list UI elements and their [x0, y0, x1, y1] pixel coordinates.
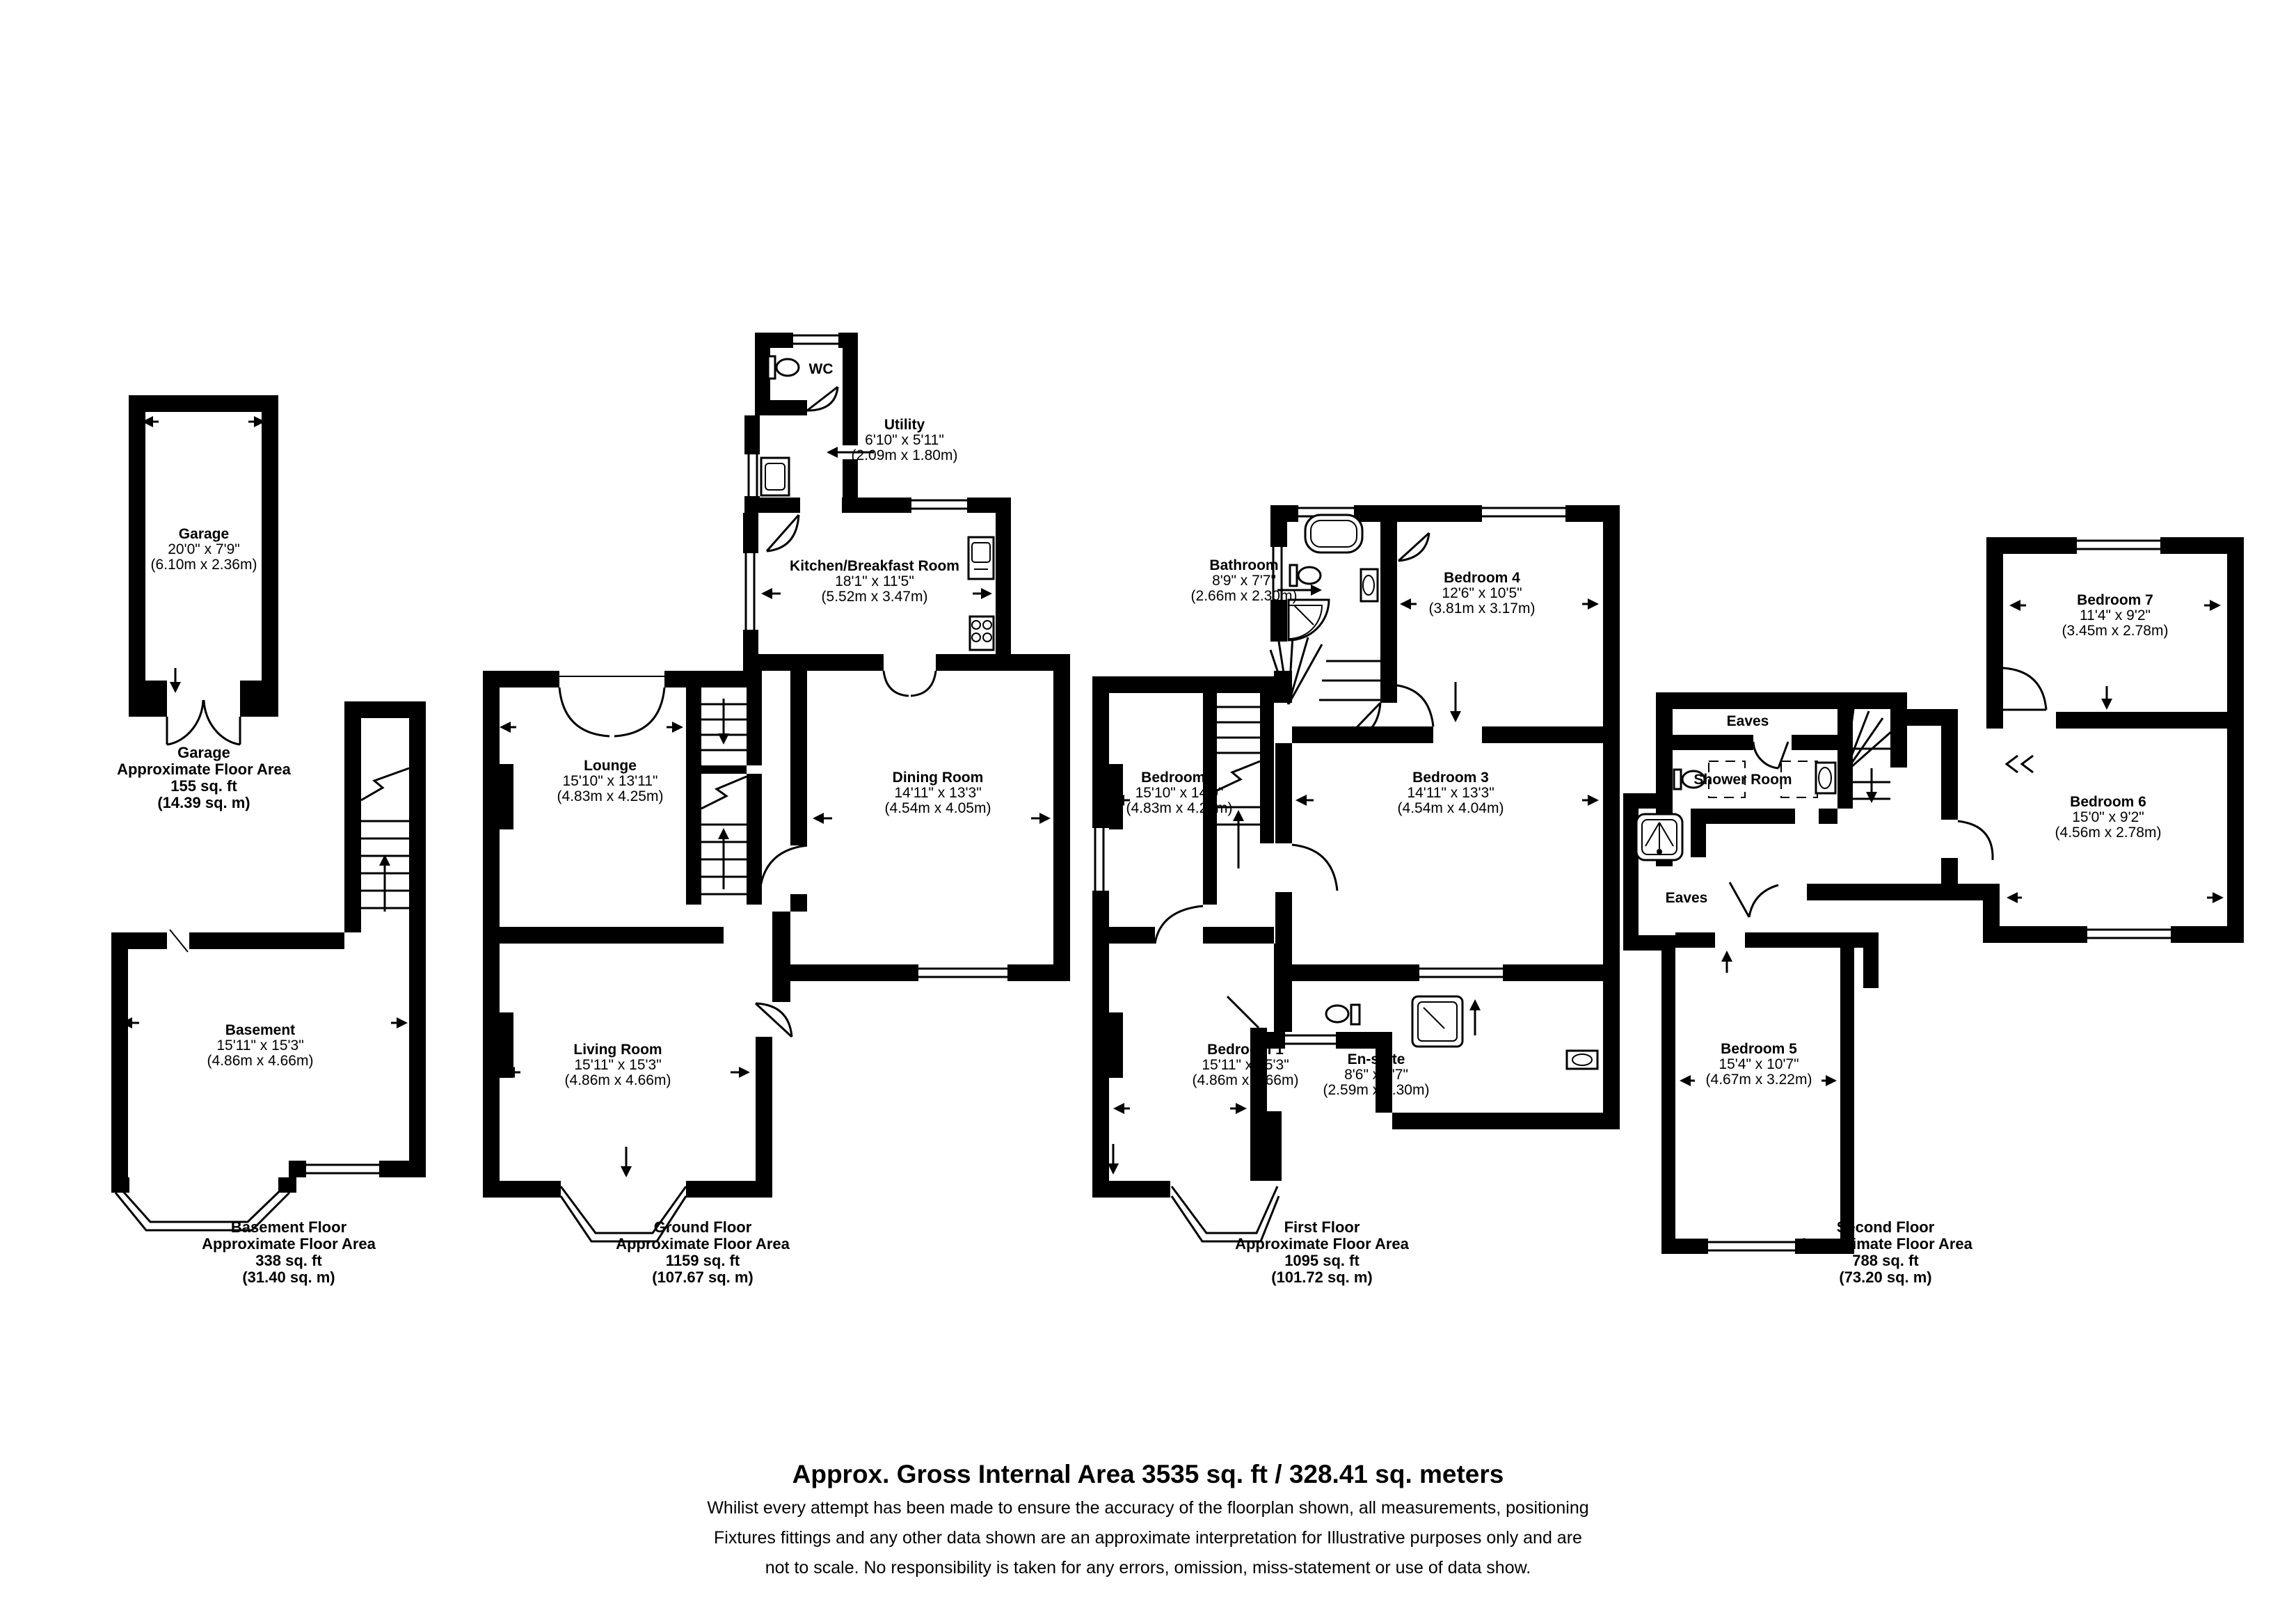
- room-dim-metric: (4.86m x 4.66m): [207, 1053, 314, 1069]
- bedroom6-window: [2087, 930, 2171, 938]
- room-label-bedroom1: [1193, 1042, 1299, 1088]
- room-dim-imperial: 15'11" x 15'3": [574, 1057, 662, 1073]
- sink-icon: [1361, 569, 1378, 601]
- disclaimer-text: [707, 1493, 1588, 1583]
- room-dim-metric: (4.86m x 4.66m): [564, 1072, 671, 1088]
- dimension-arrows: [1108, 1103, 1247, 1175]
- floor-area-line: 788 sq. ft: [1852, 1252, 1919, 1269]
- room-label-living: [565, 1042, 671, 1088]
- room-label-bedroom4: [1429, 571, 1536, 617]
- room-name: Living Room: [573, 1042, 662, 1058]
- floor-area-line: Approximate Floor Area: [117, 761, 291, 778]
- room-dim-metric: (4.67m x 3.22m): [1705, 1072, 1812, 1088]
- floor-area-line: Approximate Floor Area: [1235, 1235, 1409, 1253]
- disclaimer-line: Fixtures fittings and any other data shown are an approximate interpretation for Illustrative purposes only and are: [714, 1528, 1582, 1548]
- kitchen-side-window: [746, 553, 754, 630]
- room-name: Utility: [884, 417, 925, 433]
- room-name: Bedroom 5: [1721, 1041, 1797, 1057]
- chimney-breast: [1109, 1012, 1123, 1078]
- room-dim-metric: (3.45m x 2.78m): [2062, 623, 2169, 639]
- floor-area-line: 1159 sq. ft: [665, 1252, 740, 1269]
- room-name: Eaves: [1726, 713, 1769, 729]
- room-dim-metric: (5.52m x 3.47m): [821, 589, 928, 605]
- room-name: Bedroom 2: [1141, 770, 1218, 786]
- room-label-bedroom2: [1126, 770, 1233, 816]
- room-label-bedroom5: [1706, 1042, 1812, 1088]
- room-label-bedroom3: [1398, 770, 1504, 816]
- disclaimer-line: Whilist every attempt has been made to ensure the accuracy of the floorplan shown, all measurements, positioning: [707, 1498, 1589, 1518]
- room-dim-imperial: 15'10" x 13'11": [562, 773, 658, 789]
- door-arc: [1292, 845, 1337, 891]
- room-dim-imperial: 20'0" x 7'9": [168, 541, 240, 557]
- floor-area-line: Basement Floor: [230, 1218, 347, 1236]
- dimension-arrows: [500, 722, 683, 733]
- dimension-arrows: [1469, 999, 1481, 1035]
- room-dim-metric: (4.83m x 4.25m): [557, 788, 664, 804]
- hob-icon: [970, 617, 994, 650]
- room-name: Basement: [225, 1022, 296, 1038]
- sink-icon: [761, 458, 789, 495]
- main-stairs-icon: [686, 671, 762, 905]
- room-label-bathroom: [1191, 558, 1298, 604]
- room-dim-metric: (4.83m x 4.27m): [1126, 800, 1233, 816]
- room-label-garage: [151, 527, 257, 573]
- floor-area-line: Approximate Floor Area: [202, 1235, 376, 1253]
- shower-tray-icon: [1636, 814, 1682, 860]
- room-name: Eaves: [1665, 890, 1708, 906]
- door-arc: [807, 387, 838, 411]
- room-name: Lounge: [584, 758, 637, 774]
- chimney-breast: [500, 764, 513, 829]
- room-dim-metric: (3.81m x 3.17m): [1428, 601, 1536, 617]
- floor-area-line: Garage: [177, 744, 230, 761]
- basement-window: [306, 1165, 379, 1173]
- door-leaf: [756, 1003, 792, 1037]
- roof-pitch-chevrons: [2007, 756, 2033, 772]
- floor-area-line: Ground Floor: [653, 1218, 752, 1236]
- dining-window: [918, 969, 1007, 977]
- room-dim-imperial: 14'11" x 13'3": [894, 785, 982, 801]
- utility-window: [749, 454, 757, 496]
- room-dim-metric: (2.66m x 2.30m): [1190, 588, 1298, 604]
- room-dim-imperial: 15'10" x 14'0": [1135, 785, 1224, 801]
- door-arc: [1753, 742, 1788, 768]
- floor-area-basement: [202, 1219, 376, 1286]
- room-dim-imperial: 15'11" x 15'3": [1202, 1057, 1289, 1073]
- wc-window: [793, 335, 838, 344]
- room-dim-imperial: 15'11" x 15'3": [216, 1037, 304, 1053]
- room-dim-metric: (6.10m x 2.36m): [150, 557, 257, 573]
- door-arc: [1730, 882, 1778, 917]
- door-arc: [1155, 906, 1203, 944]
- floor-area-line: (14.39 sq. m): [157, 794, 250, 811]
- gross-internal-area-title: Approx. Gross Internal Area 3535 sq. ft / 328.41 sq. meters: [792, 1460, 1504, 1488]
- room-label-kitchen: [790, 559, 959, 605]
- floor-area-line: (101.72 sq. m): [1271, 1269, 1373, 1286]
- room-dim-metric: (4.56m x 2.78m): [2055, 825, 2162, 841]
- room-name: Bedroom 4: [1444, 570, 1520, 586]
- kitchen-sink-icon: [968, 537, 994, 579]
- floor-area-line: (31.40 sq. m): [242, 1269, 335, 1286]
- room-label-basement: [207, 1023, 314, 1069]
- dimension-arrows: [1400, 598, 1599, 722]
- second-floor-plan: [1623, 537, 2244, 1254]
- room-name: Garage: [178, 526, 230, 542]
- toilet-icon: [768, 356, 799, 379]
- floor-area-garage: [117, 745, 291, 811]
- door-arc: [1958, 821, 1993, 860]
- floor-area-line: Approximate Floor Area: [616, 1235, 790, 1253]
- room-name: Dining Room: [892, 770, 984, 786]
- french-doors-icon: [559, 676, 664, 736]
- double-door-arcs: [884, 671, 936, 696]
- room-dim-metric: (4.86m x 4.66m): [1192, 1072, 1299, 1088]
- room-dim-imperial: 18'1" x 11'5": [835, 573, 914, 589]
- room-label-ensuite: [1323, 1052, 1430, 1098]
- floor-area-line: Approximate Floor Area: [1799, 1235, 1972, 1253]
- room-dim-imperial: 8'9" x 7'7": [1212, 573, 1276, 589]
- floor-area-first: [1235, 1219, 1409, 1286]
- bedroom2-side-window: [1095, 828, 1103, 891]
- room-dim-imperial: 15'0" x 9'2": [2072, 809, 2144, 825]
- room-name: Bedroom 6: [2070, 794, 2146, 810]
- door-arc: [760, 845, 807, 892]
- floor-area-ground: [616, 1219, 790, 1286]
- floor-area-line: (73.20 sq. m): [1839, 1269, 1932, 1286]
- room-label-utility: [852, 418, 958, 463]
- floor-area-line: Second Floor: [1836, 1218, 1935, 1236]
- room-dim-imperial: 11'4" x 9'2": [2080, 607, 2151, 623]
- room-dim-imperial: 12'6" x 10'5": [1442, 585, 1522, 601]
- garage-door-icon: [167, 700, 240, 745]
- room-label-wc: [809, 362, 834, 377]
- room-dim-metric: (4.54m x 4.05m): [884, 800, 991, 816]
- floor-area-second: [1799, 1219, 1972, 1286]
- room-dim-metric: (4.54m x 4.04m): [1397, 800, 1504, 816]
- room-name: WC: [808, 361, 834, 377]
- room-name: Bedroom 7: [2077, 592, 2153, 608]
- room-label-dining: [885, 770, 991, 816]
- room-label-bedroom7: [2062, 593, 2169, 639]
- shower-icon: [1289, 600, 1329, 640]
- dimension-arrows: [2007, 892, 2224, 903]
- kitchen-window: [911, 500, 967, 509]
- room-label-shower-room: [1693, 772, 1792, 788]
- room-name: Shower Room: [1693, 772, 1792, 788]
- floor-area-line: First Floor: [1284, 1218, 1360, 1236]
- first-floor-plan: [1092, 505, 1620, 1241]
- room-name: Kitchen/Breakfast Room: [790, 558, 959, 574]
- floor-area-line: (107.67 sq. m): [652, 1269, 754, 1286]
- room-label-eaves-top: [1727, 714, 1769, 729]
- basement-stairs-icon: [344, 701, 426, 932]
- toilet-icon: [1326, 1005, 1360, 1024]
- door-arc: [1392, 533, 1433, 726]
- room-label-bedroom6: [2055, 795, 2162, 841]
- room-label-eaves-lower: [1666, 891, 1708, 906]
- door-arc: [2003, 668, 2046, 710]
- bedroom5-window: [1708, 1242, 1795, 1250]
- shower-icon: [1412, 996, 1462, 1047]
- room-name: Bedroom 3: [1412, 770, 1489, 786]
- room-dim-imperial: 6'10" x 5'11": [865, 432, 944, 448]
- room-dim-imperial: 14'11" x 13'3": [1407, 785, 1494, 801]
- room-dim-metric: (2.59m x 2.30m): [1323, 1082, 1430, 1098]
- room-name: Bathroom: [1209, 557, 1279, 573]
- bedroom4-window: [1482, 508, 1565, 516]
- sink-icon: [1567, 1051, 1597, 1069]
- room-label-lounge: [557, 758, 664, 804]
- bedroom3-window: [1419, 969, 1503, 977]
- room-name: Bedroom 1: [1207, 1042, 1284, 1058]
- bath-icon: [1305, 515, 1362, 552]
- chimney-breast: [500, 1012, 513, 1078]
- disclaimer-line: not to scale. No responsibility is taken for any errors, omission, miss-statement or use of data show.: [765, 1558, 1531, 1577]
- floor-area-line: 1095 sq. ft: [1284, 1252, 1360, 1269]
- bedroom7-window: [2077, 541, 2160, 549]
- door-leaf: [1227, 996, 1259, 1028]
- room-dim-metric: (2.09m x 1.80m): [851, 447, 958, 463]
- floor-area-line: 155 sq. ft: [170, 777, 237, 795]
- sink-icon: [1816, 763, 1835, 793]
- floor-area-line: 338 sq. ft: [255, 1252, 322, 1269]
- second-floor-stairs-icon: [1845, 709, 1907, 803]
- room-dim-imperial: 15'4" x 10'7": [1719, 1056, 1799, 1072]
- room-dim-imperial: 8'6" x 7'7": [1344, 1067, 1408, 1083]
- door-arc: [767, 515, 799, 551]
- room-name: En-suite: [1347, 1051, 1405, 1067]
